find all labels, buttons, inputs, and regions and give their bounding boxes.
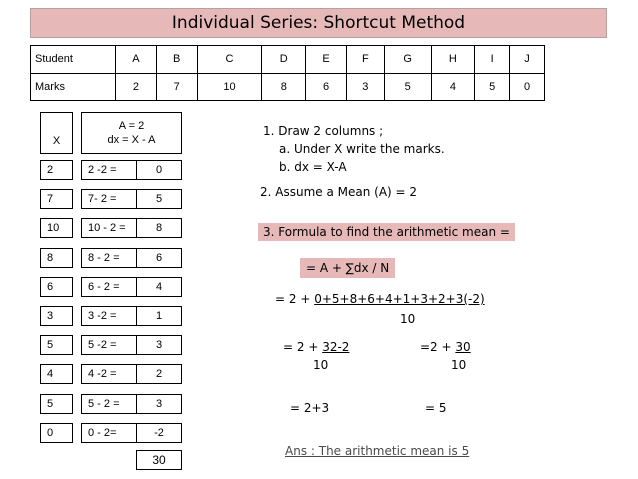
calc-expression: 6 - 2 = [88, 281, 120, 293]
student-cell: C [197, 46, 262, 74]
calc-line-2b-numerator: 30 [455, 340, 471, 354]
answer-line: Ans : The arithmetic mean is 5 [285, 444, 470, 458]
student-cell: I [475, 46, 510, 74]
mark-cell: 8 [262, 73, 306, 101]
dx-value-cell: 3 [136, 335, 182, 355]
calc-line-1 [275, 292, 485, 306]
calc-expression: 0 - 2= [88, 427, 117, 439]
dx-formula-label: dx = X - A [107, 134, 156, 146]
mark-cell: 0 [510, 73, 545, 101]
mark-cell: 2 [116, 73, 157, 101]
calc-line-2a-prefix: = 2 + [283, 340, 323, 354]
dx-value-cell: 0 [136, 160, 182, 180]
student-cell: F [346, 46, 384, 74]
calc-line-2b-prefix: =2 + [420, 340, 456, 354]
calc-line-1-denominator: 10 [400, 312, 416, 326]
step-2: 2. Assume a Mean (A) = 2 [260, 185, 418, 199]
x-value-cell: 2 [40, 160, 73, 180]
x-header-label: X [52, 135, 61, 147]
x-value-cell: 5 [40, 394, 73, 414]
student-cell: J [510, 46, 545, 74]
student-cell: H [431, 46, 475, 74]
calc-expression: 10 - 2 = [88, 222, 126, 234]
x-value-cell: 5 [40, 335, 73, 355]
dx-value-cell: 1 [136, 306, 182, 326]
step-1: 1. Draw 2 columns ; [263, 124, 384, 138]
mark-cell: 3 [346, 73, 384, 101]
calc-line-2a-denominator: 10 [313, 358, 329, 372]
mark-cell: 5 [475, 73, 510, 101]
students-row [31, 46, 545, 74]
calc-expression: 2 -2 = [88, 164, 117, 176]
x-value-cell: 10 [40, 218, 73, 238]
step-1a: a. Under X write the marks. [279, 142, 445, 156]
dx-value-cell: 2 [136, 364, 182, 384]
calc-line-2b [420, 340, 471, 354]
x-value-cell: 8 [40, 248, 73, 268]
x-value-cell: 6 [40, 277, 73, 297]
calc-expression: 5 - 2 = [88, 398, 120, 410]
calc-expression: 3 -2 = [88, 310, 117, 322]
assumed-mean-label: A = 2 [118, 120, 145, 132]
dx-value-cell: 3 [136, 394, 182, 414]
calc-expression: 8 - 2 = [88, 252, 120, 264]
students-row-label: Student [31, 46, 116, 74]
mark-cell: 5 [384, 73, 431, 101]
calc-line-2a [283, 340, 349, 354]
x-value-cell: 0 [40, 423, 73, 443]
mark-cell: 7 [156, 73, 197, 101]
student-cell: G [384, 46, 431, 74]
marks-row-label: Marks [31, 73, 116, 101]
step-1b: b. dx = X-A [279, 160, 347, 174]
dx-value-cell: 6 [136, 248, 182, 268]
dx-value-cell: 4 [136, 277, 182, 297]
dx-total: 30 [136, 450, 182, 470]
calc-line-1-prefix: = 2 + [275, 292, 315, 306]
calc-line-2a-numerator: 32-2 [322, 340, 350, 354]
calc-line-2b-denominator: 10 [451, 358, 467, 372]
calc-expression: 5 -2 = [88, 339, 117, 351]
marks-row [31, 73, 545, 101]
dx-value-cell: 8 [136, 218, 182, 238]
x-value-cell: 3 [40, 306, 73, 326]
step-3: 3. Formula to find the arithmetic mean = [258, 223, 515, 241]
dx-value-cell: 5 [136, 189, 182, 209]
mark-cell: 6 [306, 73, 347, 101]
dx-column-header [81, 112, 182, 154]
calc-line-3a: = 2+3 [290, 401, 330, 415]
student-cell: D [262, 46, 306, 74]
dx-value-cell: -2 [136, 423, 182, 443]
calc-line-1-numerator: 0+5+8+6+4+1+3+2+3(-2) [314, 292, 485, 306]
student-cell: E [306, 46, 347, 74]
student-cell: A [116, 46, 157, 74]
marks-table [30, 45, 545, 101]
x-value-cell: 7 [40, 189, 73, 209]
x-column-header [40, 112, 73, 154]
formula-box: = A + ∑dx / N [300, 258, 395, 278]
mark-cell: 4 [431, 73, 475, 101]
calc-line-3b: = 5 [425, 401, 447, 415]
student-cell: B [156, 46, 197, 74]
mark-cell: 10 [197, 73, 262, 101]
x-value-cell: 4 [40, 364, 73, 384]
page-title: Individual Series: Shortcut Method [30, 8, 607, 38]
calc-expression: 7- 2 = [88, 193, 117, 205]
calc-expression: 4 -2 = [88, 368, 117, 380]
